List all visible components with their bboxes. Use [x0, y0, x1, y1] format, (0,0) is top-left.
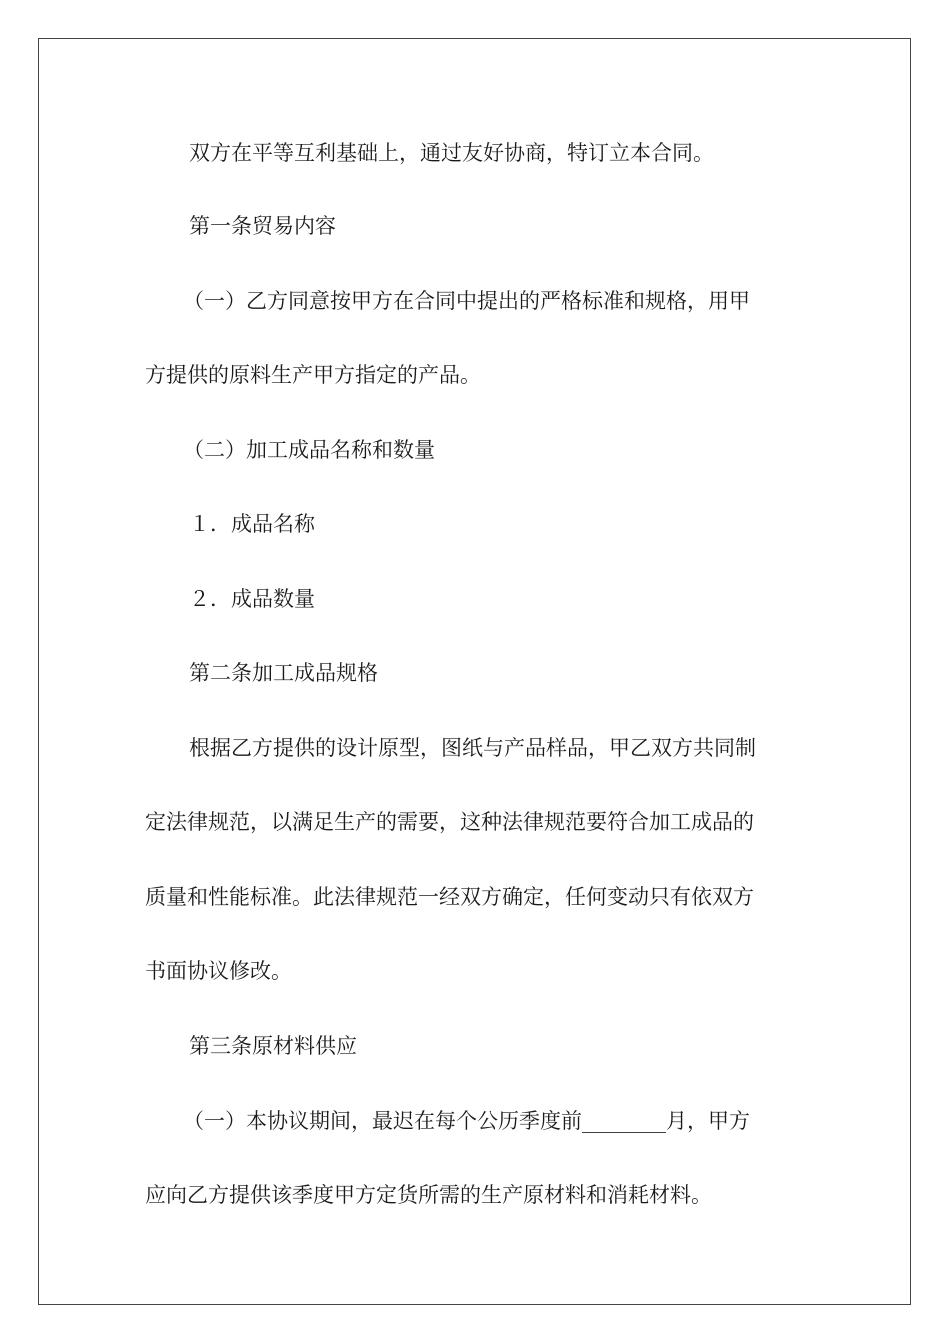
clause-3-1-line-2: 应向乙方提供该季度甲方定货所需的生产原材料和消耗材料。	[145, 1183, 712, 1207]
article-2-line-3: 质量和性能标准。此法律规范一经双方确定，任何变动只有依双方	[145, 885, 754, 909]
clause-1-1-line-1: （一）乙方同意按甲方在合同中提出的严格标准和规格，用甲	[183, 289, 750, 313]
article-1-heading: 第一条贸易内容	[189, 214, 336, 238]
article-2-heading: 第二条加工成品规格	[189, 661, 378, 685]
paragraph-intro: 双方在平等互利基础上，通过友好协商，特订立本合同。	[189, 141, 714, 165]
article-3-heading: 第三条原材料供应	[189, 1034, 357, 1058]
clause-3-1-line-1: （一）本协议期间，最迟在每个公历季度前________月，甲方	[183, 1109, 750, 1133]
clause-1-1-line-2: 方提供的原料生产甲方指定的产品。	[145, 363, 481, 387]
article-2-line-4: 书面协议修改。	[145, 959, 292, 983]
item-product-quantity: ２．成品数量	[189, 587, 315, 611]
article-2-line-2: 定法律规范，以满足生产的需要，这种法律规范要符合加工成品的	[145, 810, 754, 834]
item-product-name: １．成品名称	[189, 512, 315, 536]
article-2-line-1: 根据乙方提供的设计原型，图纸与产品样品，甲乙双方共同制	[189, 736, 756, 760]
clause-1-2: （二）加工成品名称和数量	[183, 438, 435, 462]
